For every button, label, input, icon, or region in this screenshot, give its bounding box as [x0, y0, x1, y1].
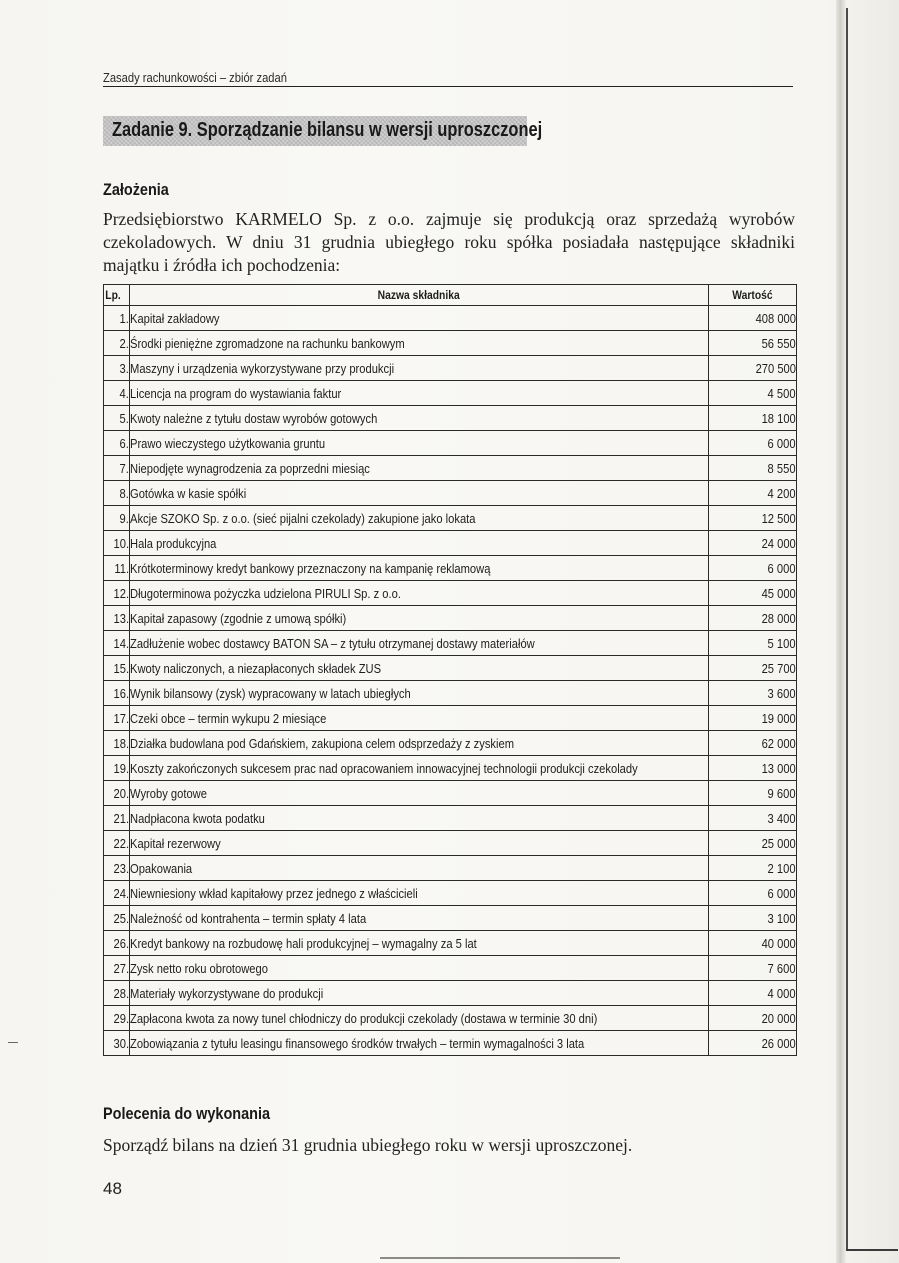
row-name: Kwoty naliczonych, a niezapłaconych składek ZUS	[130, 656, 709, 681]
table-row	[104, 506, 797, 531]
row-name: Koszty zakończonych sukcesem prac nad opracowaniem innowacyjnej technologii produkcji czekolady	[130, 756, 709, 781]
row-value: 3 100	[709, 906, 797, 931]
row-name: Opakowania	[130, 856, 709, 881]
table-row	[104, 906, 797, 931]
task-title: Zadanie 9. Sporządzanie bilansu w wersji uproszczonej	[112, 119, 543, 141]
table-row	[104, 831, 797, 856]
row-lp: 20.	[104, 781, 130, 806]
row-value: 13 000	[709, 756, 797, 781]
row-name: Zobowiązania z tytułu leasingu finansowego środków trwałych – termin wymagalności 3 lata	[130, 1031, 709, 1056]
row-lp: 29.	[104, 1006, 130, 1031]
row-lp: 9.	[104, 506, 130, 531]
intro-paragraph: Przedsiębiorstwo KARMELO Sp. z o.o. zajmuje się produkcją oraz sprzedażą wyrobów czekoladowych. W dniu 31 grudnia ubiegłego roku spółka posiadała następujące składniki majątku i źródła ich pochodzenia:	[103, 209, 795, 275]
row-value: 4 000	[709, 981, 797, 1006]
row-name: Hala produkcyjna	[130, 531, 709, 556]
table-row	[104, 1006, 797, 1031]
row-lp: 28.	[104, 981, 130, 1006]
row-value: 18 100	[709, 406, 797, 431]
table-row	[104, 456, 797, 481]
table-row	[104, 981, 797, 1006]
row-lp: 30.	[104, 1031, 130, 1056]
row-lp: 8.	[104, 481, 130, 506]
row-value: 6 000	[709, 431, 797, 456]
instructions-heading: Polecenia do wykonania	[103, 1104, 271, 1123]
row-lp: 4.	[104, 381, 130, 406]
assumptions-heading: Założenia	[103, 180, 169, 199]
row-name: Maszyny i urządzenia wykorzystywane przy produkcji	[130, 356, 709, 381]
row-lp: 10.	[104, 531, 130, 556]
row-lp: 18.	[104, 731, 130, 756]
row-name: Niewniesiony wkład kapitałowy przez jednego z właścicieli	[130, 881, 709, 906]
table-row	[104, 856, 797, 881]
row-lp: 13.	[104, 606, 130, 631]
table-row	[104, 681, 797, 706]
table-row	[104, 1031, 797, 1056]
row-value: 4 500	[709, 381, 797, 406]
table-row	[104, 706, 797, 731]
table-row	[104, 956, 797, 981]
row-value: 26 000	[709, 1031, 797, 1056]
table-row	[104, 731, 797, 756]
row-lp: 19.	[104, 756, 130, 781]
table-row	[104, 756, 797, 781]
row-value: 20 000	[709, 1006, 797, 1031]
row-value: 408 000	[709, 306, 797, 331]
row-lp: 2.	[104, 331, 130, 356]
binding-edge-line	[846, 8, 848, 1250]
row-value: 3 400	[709, 806, 797, 831]
row-lp: 15.	[104, 656, 130, 681]
row-name: Środki pieniężne zgromadzone na rachunku bankowym	[130, 331, 709, 356]
row-lp: 12.	[104, 581, 130, 606]
row-value: 19 000	[709, 706, 797, 731]
row-name: Niepodjęte wynagrodzenia za poprzedni miesiąc	[130, 456, 709, 481]
table-row	[104, 656, 797, 681]
row-name: Zysk netto roku obrotowego	[130, 956, 709, 981]
row-value: 45 000	[709, 581, 797, 606]
row-name: Akcje SZOKO Sp. z o.o. (sieć pijalni czekolady) zakupione jako lokata	[130, 506, 709, 531]
row-value: 8 550	[709, 456, 797, 481]
row-value: 6 000	[709, 881, 797, 906]
row-lp: 23.	[104, 856, 130, 881]
table-row	[104, 406, 797, 431]
row-lp: 22.	[104, 831, 130, 856]
row-name: Działka budowlana pod Gdańskiem, zakupiona celem odsprzedaży z zyskiem	[130, 731, 709, 756]
table-row	[104, 431, 797, 456]
header-value: Wartość	[709, 285, 797, 306]
page-binding-shadow	[836, 0, 846, 1263]
row-lp: 27.	[104, 956, 130, 981]
row-lp: 21.	[104, 806, 130, 831]
row-value: 62 000	[709, 731, 797, 756]
header-lp: Lp.	[104, 285, 130, 306]
row-name: Zapłacona kwota za nowy tunel chłodniczy do produkcji czekolady (dostawa w terminie 30 dni)	[130, 1006, 709, 1031]
row-name: Zadłużenie wobec dostawcy BATON SA – z tytułu otrzymanej dostawy materiałów	[130, 631, 709, 656]
row-name: Kwoty należne z tytułu dostaw wyrobów gotowych	[130, 406, 709, 431]
table-header-row	[104, 285, 797, 306]
row-name: Długoterminowa pożyczka udzielona PIRULI Sp. z o.o.	[130, 581, 709, 606]
row-value: 2 100	[709, 856, 797, 881]
table-row	[104, 356, 797, 381]
table-body	[104, 306, 797, 1056]
row-value: 25 700	[709, 656, 797, 681]
row-name: Wynik bilansowy (zysk) wypracowany w latach ubiegłych	[130, 681, 709, 706]
row-lp: 17.	[104, 706, 130, 731]
row-lp: 16.	[104, 681, 130, 706]
table-row	[104, 781, 797, 806]
row-lp: 11.	[104, 556, 130, 581]
table-row	[104, 556, 797, 581]
table-row	[104, 806, 797, 831]
row-name: Kapitał zapasowy (zgodnie z umową spółki)	[130, 606, 709, 631]
table-row	[104, 581, 797, 606]
header-name: Nazwa składnika	[130, 285, 709, 306]
table-row	[104, 881, 797, 906]
row-value: 7 600	[709, 956, 797, 981]
row-lp: 25.	[104, 906, 130, 931]
running-head: Zasady rachunkowości – zbiór zadań	[103, 70, 287, 85]
scan-bottom-shadow	[380, 1257, 620, 1259]
table-row	[104, 331, 797, 356]
row-value: 12 500	[709, 506, 797, 531]
row-name: Kapitał rezerwowy	[130, 831, 709, 856]
table-row	[104, 631, 797, 656]
table-row	[104, 531, 797, 556]
row-lp: 26.	[104, 931, 130, 956]
row-name: Licencja na program do wystawiania faktur	[130, 381, 709, 406]
table-row	[104, 606, 797, 631]
row-name: Nadpłacona kwota podatku	[130, 806, 709, 831]
row-name: Kredyt bankowy na rozbudowę hali produkcyjnej – wymagalny za 5 lat	[130, 931, 709, 956]
table-row	[104, 481, 797, 506]
row-value: 28 000	[709, 606, 797, 631]
row-name: Gotówka w kasie spółki	[130, 481, 709, 506]
margin-mark	[8, 1042, 18, 1043]
row-value: 6 000	[709, 556, 797, 581]
row-name: Należność od kontrahenta – termin spłaty 4 lata	[130, 906, 709, 931]
row-value: 4 200	[709, 481, 797, 506]
table-row	[104, 306, 797, 331]
header-rule	[103, 86, 793, 87]
row-name: Kapitał zakładowy	[130, 306, 709, 331]
table-row	[104, 931, 797, 956]
row-name: Prawo wieczystego użytkowania gruntu	[130, 431, 709, 456]
row-value: 25 000	[709, 831, 797, 856]
instructions-text: Sporządź bilans na dzień 31 grudnia ubiegłego roku w wersji uproszczonej.	[103, 1135, 633, 1155]
row-name: Materiały wykorzystywane do produkcji	[130, 981, 709, 1006]
row-value: 5 100	[709, 631, 797, 656]
row-value: 24 000	[709, 531, 797, 556]
row-value: 56 550	[709, 331, 797, 356]
row-lp: 6.	[104, 431, 130, 456]
row-name: Czeki obce – termin wykupu 2 miesiące	[130, 706, 709, 731]
row-value: 270 500	[709, 356, 797, 381]
row-value: 40 000	[709, 931, 797, 956]
row-lp: 5.	[104, 406, 130, 431]
page-number: 48	[103, 1179, 122, 1198]
row-lp: 24.	[104, 881, 130, 906]
row-lp: 3.	[104, 356, 130, 381]
row-name: Krótkoterminowy kredyt bankowy przeznaczony na kampanię reklamową	[130, 556, 709, 581]
row-lp: 7.	[104, 456, 130, 481]
row-name: Wyroby gotowe	[130, 781, 709, 806]
row-lp: 1.	[104, 306, 130, 331]
binding-foot-line	[846, 1249, 898, 1251]
row-value: 3 600	[709, 681, 797, 706]
row-value: 9 600	[709, 781, 797, 806]
items-table	[103, 284, 797, 1056]
row-lp: 14.	[104, 631, 130, 656]
table-row	[104, 381, 797, 406]
